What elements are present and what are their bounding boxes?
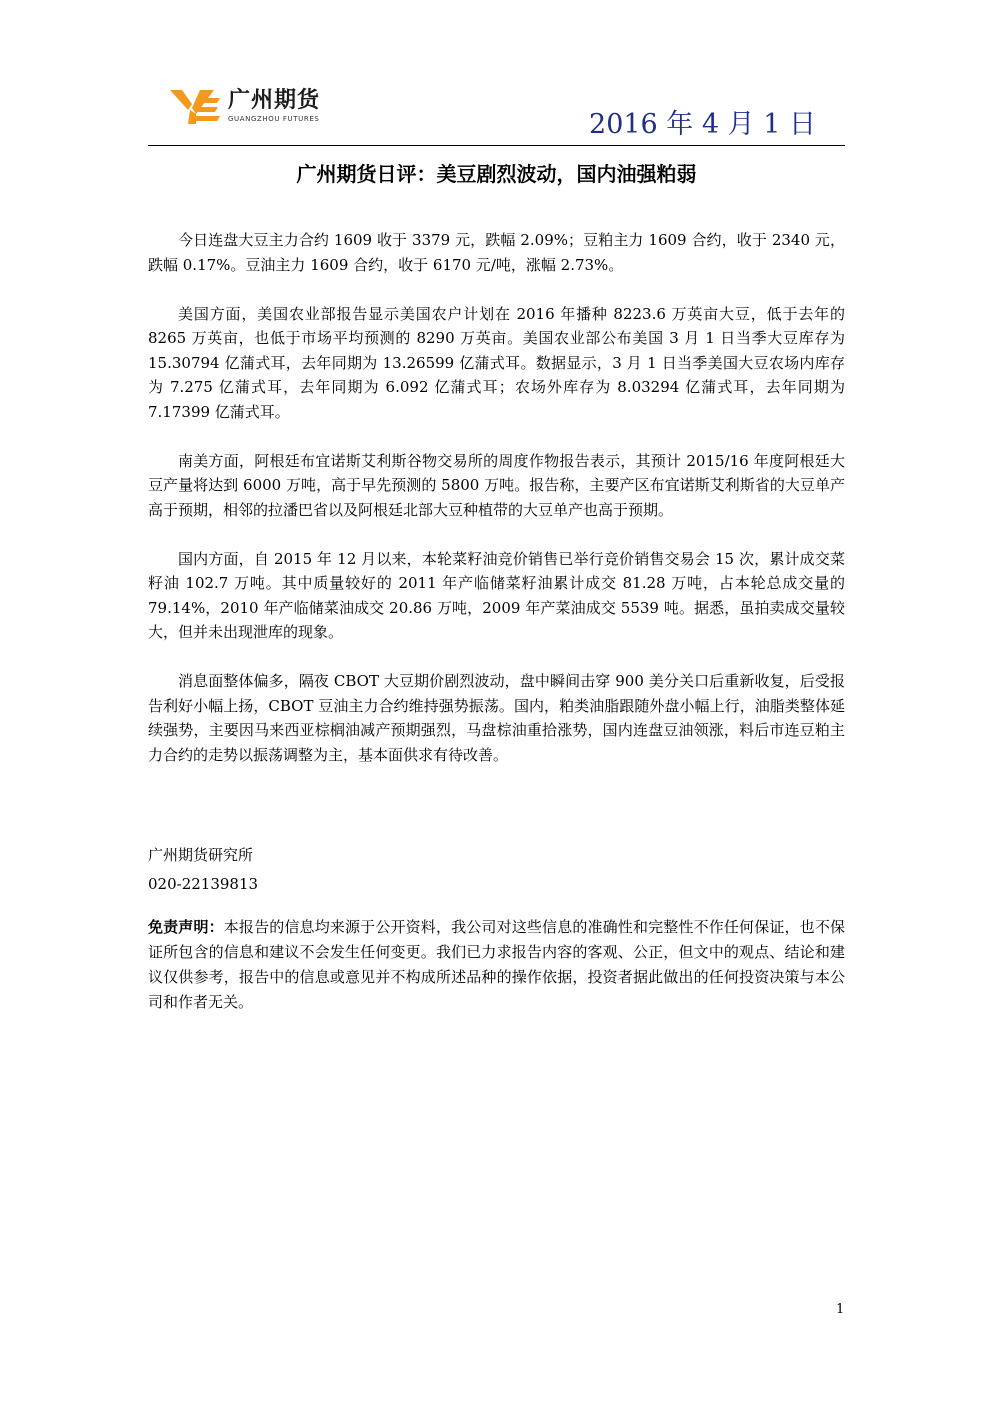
logo-text: 广州期货 [228, 88, 321, 113]
paragraph-south-america: 南美方面，阿根廷布宜诺斯艾利斯谷物交易所的周度作物报告表示，其预计 2015/16 年度阿根廷大豆产量将达到 6000 万吨，高于早先预测的 5800 万吨。报告称，主要产区布宜诺斯艾利斯省的大豆单产高于预期，相邻的拉潘巴省以及阿根廷北部大豆种植带的大豆单产也高于预期。 [148, 451, 845, 519]
paragraph-domestic: 国内方面，自 2015 年 12 月以来，本轮菜籽油竞价销售已举行竞价销售交易会 15 次，累计成交菜籽油 102.7 万吨。其中质量较好的 2011 年产临储菜籽油累计成交 81.28 万吨，占本轮总成交量的 79.14%，2010 年产临储菜油成交 20.86 万吨，2009 年产菜油成交 5539 吨。据悉，虽拍卖成交量较大，但并未出现泄库的现象。 [148, 549, 845, 641]
guangzhou-futures-logo-mark-icon [170, 90, 222, 124]
contact-phone: 020-22139813 [148, 874, 259, 893]
header-divider [148, 145, 845, 146]
logo-subtext: GUANGZHOU FUTURES [228, 115, 320, 123]
paragraph-us: 美国方面，美国农业部报告显示美国农户计划在 2016 年播种 8223.6 万英亩大豆，低于去年的 8265 万英亩，也低于市场平均预测的 8290 万英亩。美国农业部公布美国 3 月 1 日当季大豆库存为 15.30794 亿蒲式耳，去年同期为 13.26599 亿蒲式耳。数据显示，3 月 1 日当季美国大豆农场内库存为 7.275 亿蒲式耳，去年同期为 6.092 亿蒲式耳；农场外库存为 8.03294 亿蒲式耳，去年同期为 7.17399 亿蒲式耳。 [148, 304, 845, 421]
contact-block [148, 841, 845, 899]
report-date: 2016 年 4 月 1 日 [589, 109, 816, 140]
paragraph-outlook: 消息面整体偏多，隔夜 CBOT 大豆期价剧烈波动，盘中瞬间击穿 900 美分关口后重新收复，后受报告利好小幅上扬，CBOT 豆油主力合约维持强势振荡。国内，粕类油脂跟随外盘小幅上行，油脂类整体延续强势，主要因马来西亚棕榈油减产预期强烈，马盘棕油重拾涨势，国内连盘豆油领涨，料后市连豆粕主力合约的走势以振荡调整为主，基本面供求有待改善。 [148, 672, 845, 764]
paragraph-market-close: 今日连盘大豆主力合约 1609 收于 3379 元，跌幅 2.09%；豆粕主力 1609 合约，收于 2340 元，跌幅 0.17%。豆油主力 1609 合约，收于 6170 元/吨，涨幅 2.73%。 [148, 231, 845, 274]
disclaimer-label: 免责声明： [148, 917, 224, 936]
company-logo [170, 88, 370, 128]
disclaimer-text: 本报告的信息均来源于公开资料，我公司对这些信息的准确性和完整性不作任何保证，也不保证所包含的信息和建议不会发生任何变更。我们已力求报告内容的客观、公正，但文中的观点、结论和建议仅供参考，报告中的信息或意见并不构成所述品种的操作依据，投资者据此做出的任何投资决策与本公司和作者无关。 [148, 917, 845, 1011]
page-number: 1 [836, 1302, 845, 1317]
disclaimer [148, 915, 845, 1015]
section-spacer [148, 792, 845, 841]
report-body [148, 228, 845, 1015]
contact-org: 广州期货研究所 [148, 845, 254, 864]
report-title: 广州期货日评：美豆剧烈波动，国内油强粕弱 [296, 162, 697, 186]
